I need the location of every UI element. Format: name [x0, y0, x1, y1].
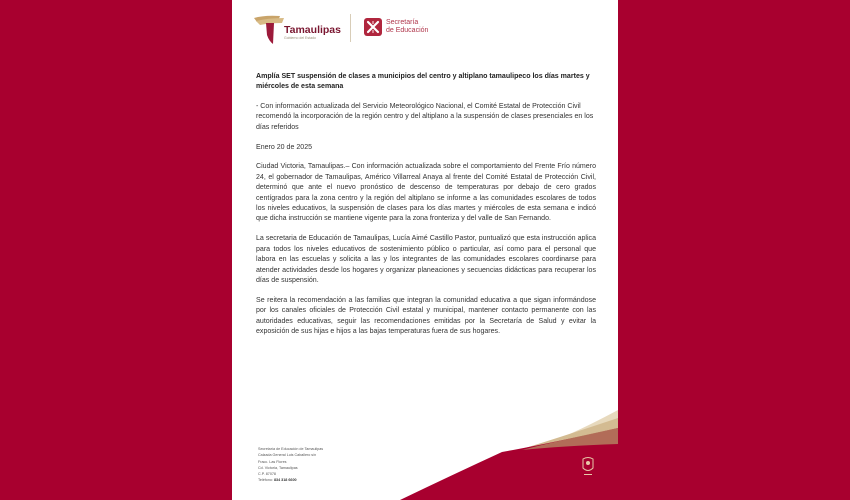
phone-value: 834 318 6600 [274, 478, 297, 483]
article-date: Enero 20 de 2025 [256, 143, 313, 151]
footer-line: Calzada General Luis Caballero s/n [258, 453, 317, 458]
state-emblem-icon [580, 456, 596, 478]
press-release-page [232, 0, 618, 500]
article-paragraph: Se reitera la recomendación a las familias que integran la comunidad educativa a que sigan informándose por los canales oficiales de Protección Civil estatal y municipal, mantener contacto permanente con las autoridades educativas, seguir las recomendaciones emitidas por la Secretaría de Salud y evitar la exposición de sus hijas e hijos a las bajas temperaturas fuera de sus hogares. [256, 296, 596, 336]
article-summary: - Con información actualizada del Servicio Meteorológico Nacional, el Comité Estatal de Protección Civil recomendó la incorporación de la región centro y del altiplano a la suspensión de clases presenciales en los días referidos [256, 102, 594, 131]
corner-decoration [232, 0, 618, 500]
article-title: Amplía SET suspensión de clases a municipios del centro y altiplano tamaulipeco los días martes y miércoles de esta semana [256, 73, 590, 91]
footer-line: C.P. 87078 [258, 472, 276, 477]
article-paragraph: La secretaria de Educación de Tamaulipas, Lucía Aimé Castillo Pastor, puntualizó que esta instrucción aplica para todos los niveles educativos de sostenimiento público o particular, así como para el personal que labora en las escuelas y solicita a las y los integrantes de las comunidades escolares coordinarse para atender actividades desde los hogares y organizar planeaciones y secuencias didácticas para recuperar los días de suspensión. [256, 235, 596, 284]
article-paragraph: Ciudad Victoria, Tamaulipas.– Con información actualizada sobre el comportamiento del Frente Frío número 24, el gobernador de Tamaulipas, Américo Villarreal Anaya al frente del Comité Estatal de Protección Civil, determinó que ante el nuevo pronóstico de descenso de temperaturas por debajo de cero grados centígrados para la zona centro y la región del altiplano se informe a las comunidades escolares de todos los niveles educativos, la suspensión de clases para los días martes y miércoles de esta semana e indicó que dicha instrucción se mantiene vigente para la zona fronteriza y del valle de San Fernando. [256, 163, 596, 223]
footer-phone [258, 477, 323, 483]
brand-subtitle: Gobierno del Estado [284, 36, 316, 40]
brand-name: Tamaulipas [284, 24, 341, 36]
footer-line: Fracc. Las Flores [258, 459, 287, 464]
footer-line: Cd. Victoria, Tamaulipas [258, 465, 298, 470]
secretaria-line-2: de Educación [386, 27, 429, 34]
phone-label: Teléfono: [258, 478, 273, 483]
secretaria-line-1: Secretaría [386, 19, 419, 26]
footer-line: Secretaría de Educación de Tamaulipas [258, 447, 324, 451]
footer-address [258, 446, 323, 484]
